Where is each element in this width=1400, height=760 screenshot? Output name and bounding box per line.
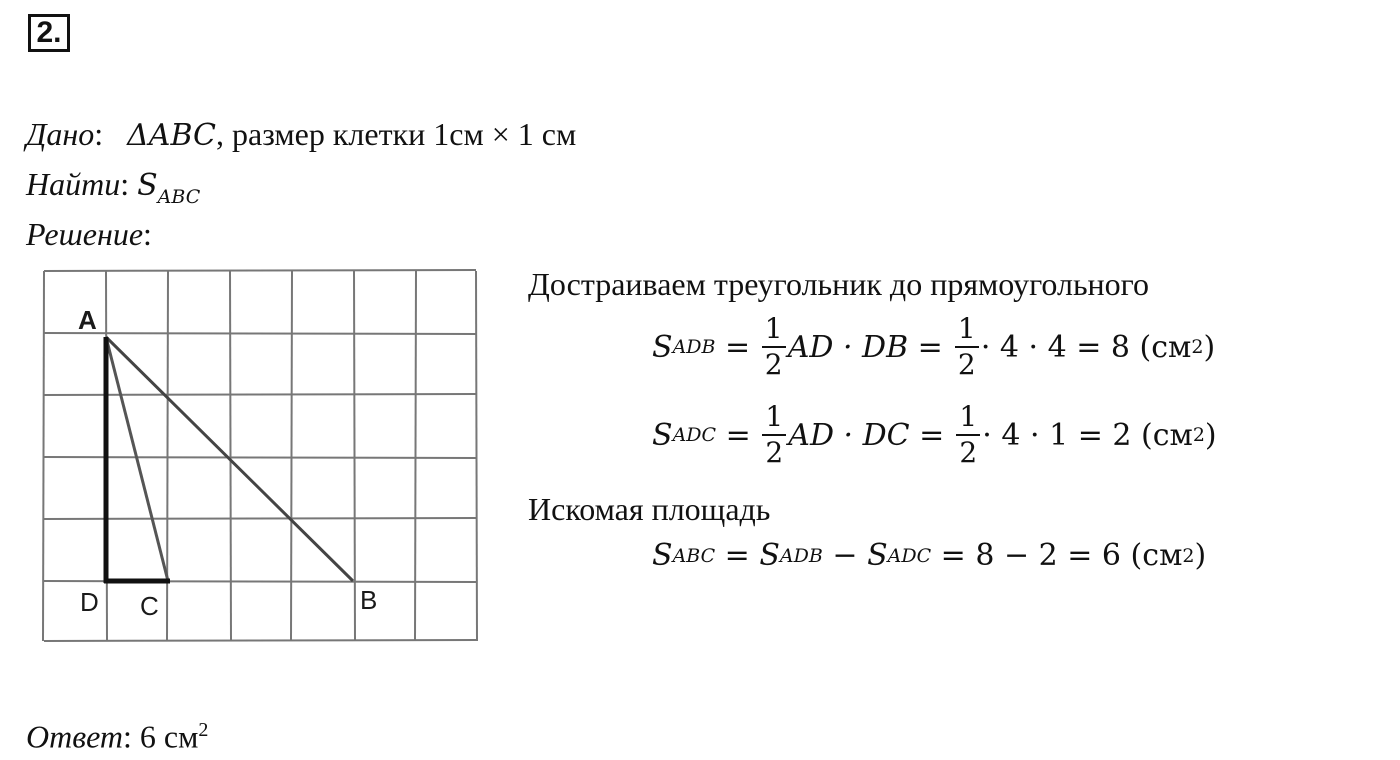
grid-vline (354, 271, 355, 641)
grid-hline (44, 333, 476, 334)
fraction: $\frac{1}{2}$ (762, 400, 786, 470)
equation-adb: S ADB = $\frac{1}{2}$ AD · DB = $\frac{1}{2}$ · 4 · 4 = 8 (см 2 ) (652, 312, 1216, 381)
solution-label: Решение (26, 216, 144, 252)
given-text: , размер клетки 1см × 1 см (216, 116, 577, 152)
grid-drawing (40, 265, 485, 647)
point-a-label: A (78, 305, 97, 335)
point-b-label: B (360, 585, 378, 615)
fraction: $\frac{1}{2}$ (762, 312, 786, 382)
grid-hline (44, 457, 476, 458)
fraction: $\frac{1}{2}$ (956, 400, 980, 470)
fraction: $\frac{1}{2}$ (955, 312, 979, 382)
given-triangle: ΔABC (127, 118, 217, 153)
answer-value: 6 см (139, 718, 199, 755)
equation-adc: S ADC = $\frac{1}{2}$ AD · DC = $\frac{1}{2}$ · 4 · 1 = 2 (см 2 ) (652, 400, 1217, 469)
answer-line: Ответ: 6 $см^2$ (26, 718, 209, 755)
point-d-label: D (80, 587, 99, 617)
point-c-label: C (140, 591, 159, 621)
grid-hline (44, 518, 476, 519)
grid-vline (476, 271, 477, 641)
given-label: Дано (26, 116, 95, 152)
grid-vline (291, 271, 292, 641)
segment-ac (106, 337, 168, 581)
grid-vline (167, 271, 168, 641)
grid-hline (44, 394, 476, 395)
triangle-figure (40, 265, 485, 647)
equation-abc: S ABC = S ADB − S ADC = 8 − 2 = 6 (см 2 ) (652, 538, 1207, 573)
grid-hline (44, 640, 476, 641)
find-line: Найти: $S_{ABC}$ (26, 166, 201, 208)
grid-vline (230, 271, 231, 641)
grid-vline (43, 271, 44, 641)
grid-vline (415, 271, 416, 641)
find-label: Найти (26, 166, 121, 202)
problem-number: 2. (28, 14, 70, 52)
complete-text: Достраиваем треугольник до прямоугольного (528, 266, 1149, 302)
area-text: Искомая площадь (528, 491, 771, 527)
find-s: S (137, 168, 158, 203)
find-sub: ABC (157, 186, 201, 208)
answer-label: Ответ (26, 718, 123, 755)
solution-line: Решение: (26, 216, 152, 252)
grid-hline (44, 270, 476, 271)
given-line: Дано: ΔABC, размер клетки 1см × 1 см (26, 116, 577, 153)
